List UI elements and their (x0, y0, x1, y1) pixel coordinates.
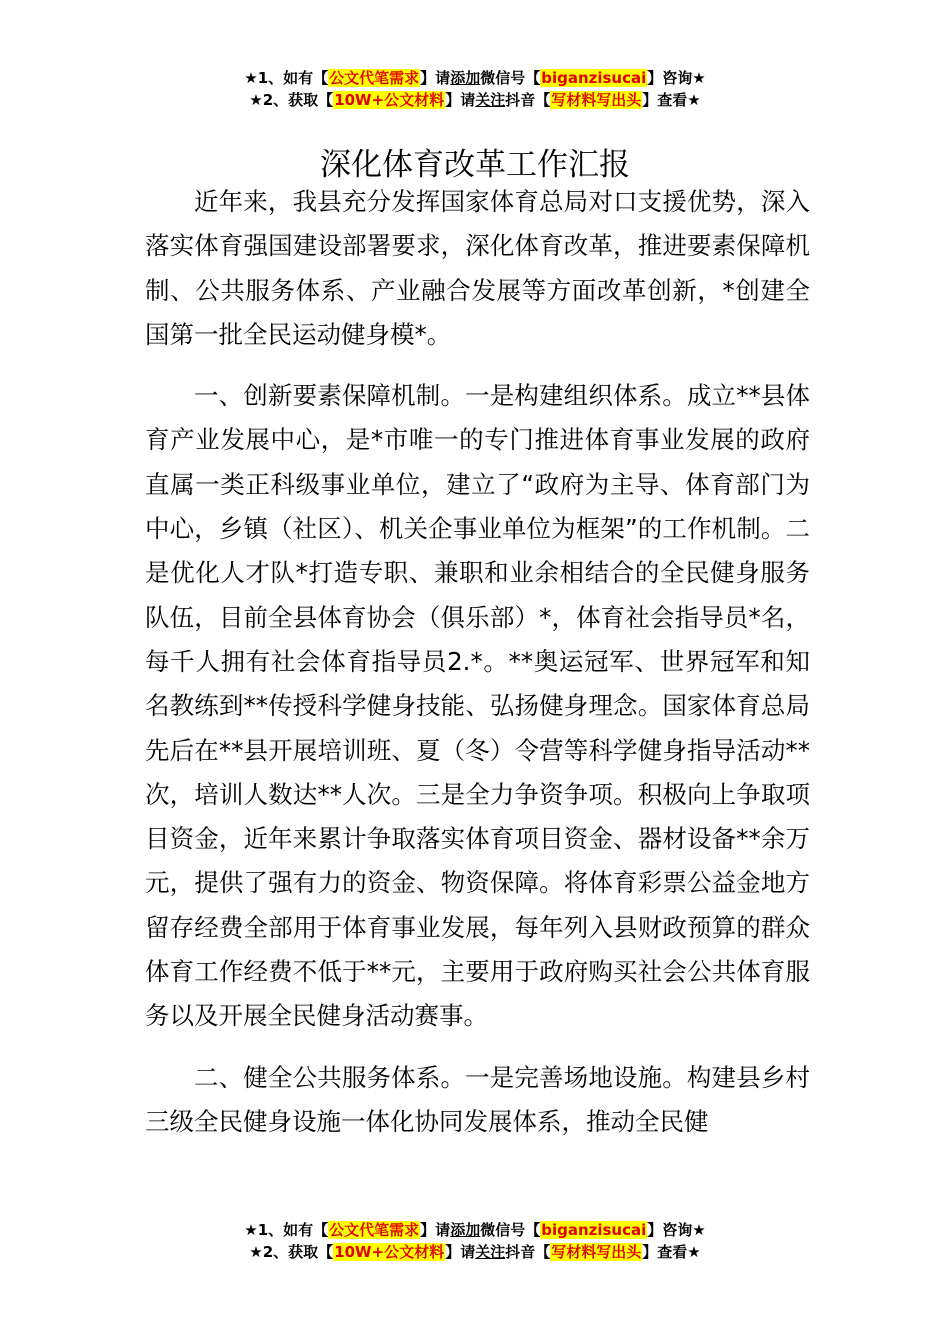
promo-text: ★2、获取【 (249, 1243, 334, 1261)
paragraph-section-2: 二、健全公共服务体系。一是完善场地设施。构建县乡村三级全民健身设施一体化协同发展体系，推动全民健 (145, 1062, 810, 1136)
promo-text: 】咨询★ (647, 1221, 706, 1239)
promo-text: ★1、如有【 (244, 69, 329, 87)
promo-underlined: 添加 (450, 69, 481, 87)
paragraph-section-1: 一、创新要素保障机制。一是构建组织体系。成立**县体育产业发展中心，是*市唯一的专门推进体育事业发展的政府直属一类正科级事业单位，建立了“政府为主导、体育部门为中心，乡镇（社区）、机关企事业单位为框架”的工作机制。二是优化人才队*打造专职、兼职和业余相结合的全民健身服务队伍，目前全县体育协会（俱乐部）*，体育社会指导员*名，每千人拥有社会体育指导员2.*。**奥运冠军、世界冠军和知名教练到**传授科学健身技能、弘扬健身理念。国家体育总局先后在**县开展培训班、夏（冬）令营等科学健身指导活动**次，培训人数达**人次。三是全力争资争项。积极向上争取项目资金，近年来累计争取落实体育项目资金、器材设备**余万元，提供了强有力的资金、物资保障。将体育彩票公益金地方留存经费全部用于体育事业发展，每年列入县财政预算的群众体育工作经费不低于**元，主要用于政府购买社会公共体育服务以及开展全民健身活动赛事。 (145, 381, 810, 1031)
promo-underlined: 关注 (475, 1243, 506, 1261)
document-body (145, 180, 810, 1161)
promo-text: 】查看★ (642, 91, 701, 109)
promo-text: 】请 (445, 1243, 476, 1261)
promo-line-2 (0, 89, 950, 111)
promo-text: 】请 (420, 69, 451, 87)
promo-text: 微信号【 (480, 1221, 541, 1239)
promo-text: 】查看★ (642, 1243, 701, 1261)
promo-highlight: 10W+公文材料 (334, 91, 445, 109)
promo-line-2 (0, 1241, 950, 1263)
promo-line-1 (0, 67, 950, 89)
paragraph-intro: 近年来，我县充分发挥国家体育总局对口支援优势，深入落实体育强国建设部署要求，深化体育改革，推进要素保障机制、公共服务体系、产业融合发展等方面改革创新，*创建全国第一批全民运动健身模*。 (145, 187, 810, 349)
promo-text: 微信号【 (480, 69, 541, 87)
promo-underlined: 关注 (475, 91, 506, 109)
footer-promo-banner (0, 1219, 950, 1263)
header-promo-banner (0, 67, 950, 111)
promo-highlight: 公文代笔需求 (329, 1221, 420, 1239)
promo-text: ★2、获取【 (249, 91, 334, 109)
promo-underlined: 添加 (450, 1221, 481, 1239)
promo-highlight: 公文代笔需求 (329, 69, 420, 87)
document-title: 深化体育改革工作汇报 (320, 146, 630, 183)
promo-text: 】请 (445, 91, 476, 109)
promo-highlight-wechat-id: biganzisucai (541, 1221, 647, 1239)
promo-highlight: 10W+公文材料 (334, 1243, 445, 1261)
promo-highlight-wechat-id: biganzisucai (541, 69, 647, 87)
promo-text: ★1、如有【 (244, 1221, 329, 1239)
promo-text: 抖音【 (505, 91, 551, 109)
promo-highlight-douyin-id: 写材料写出头 (551, 1243, 642, 1261)
promo-text: 】请 (420, 1221, 451, 1239)
promo-line-1 (0, 1219, 950, 1241)
promo-text: 】咨询★ (647, 69, 706, 87)
promo-text: 抖音【 (505, 1243, 551, 1261)
promo-highlight-douyin-id: 写材料写出头 (551, 91, 642, 109)
